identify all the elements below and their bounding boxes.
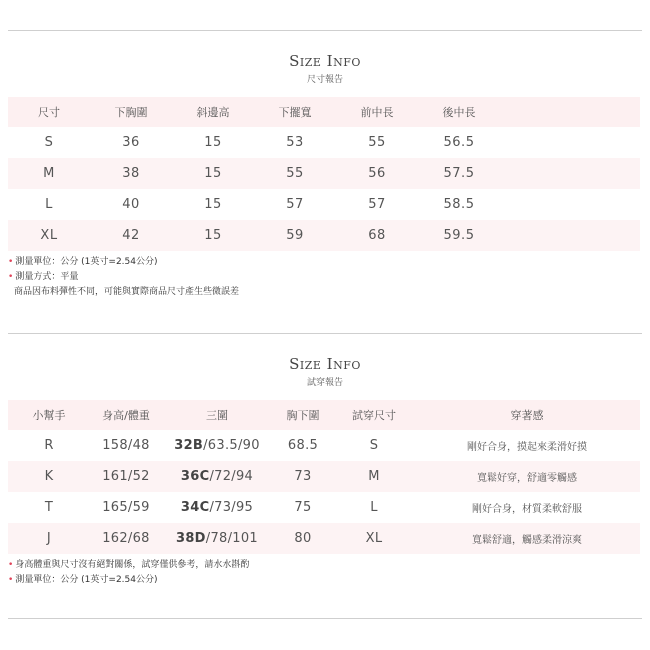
value-cell: 59.5 xyxy=(443,228,475,243)
model-name: T xyxy=(44,500,54,515)
cup-size: 38D xyxy=(175,531,206,546)
size-cell: XL xyxy=(40,228,58,243)
value-cell: 57 xyxy=(286,197,304,212)
underbust: 68.5 xyxy=(287,438,319,453)
value-cell: 53 xyxy=(286,135,304,150)
value-cell: 56.5 xyxy=(443,135,475,150)
wear-feel: 剛好合身，材質柔軟舒服 xyxy=(472,504,582,515)
value-cell: 15 xyxy=(204,228,222,243)
underbust: 73 xyxy=(294,469,312,484)
model-name: R xyxy=(44,438,54,453)
header-cell: 胸下圍 xyxy=(286,409,320,422)
model-name: K xyxy=(44,469,54,484)
cup-size: 36C xyxy=(180,469,210,484)
value-cell: 36 xyxy=(122,135,140,150)
value-cell: 57.5 xyxy=(443,166,475,181)
underbust: 75 xyxy=(294,500,312,515)
value-cell: 38 xyxy=(122,166,140,181)
bullet-icon: • xyxy=(8,272,14,282)
bullet-icon: • xyxy=(8,560,14,570)
try-notes xyxy=(8,558,249,588)
header-cell: 三圍 xyxy=(206,409,228,422)
header-cell: 穿著感 xyxy=(510,409,544,422)
size-cell: L xyxy=(45,197,53,212)
tried-size: M xyxy=(368,469,380,484)
height-weight: 165/59 xyxy=(102,500,150,515)
size-cell: M xyxy=(43,166,55,181)
bottom-divider xyxy=(8,618,642,619)
try-info-subtitle: 試穿報告 xyxy=(306,378,343,388)
try-on-table xyxy=(8,400,640,554)
measurements: 38D/78/101 xyxy=(175,531,258,546)
bullet-icon: • xyxy=(8,257,14,267)
value-cell: 55 xyxy=(286,166,304,181)
table-row xyxy=(8,220,640,251)
size-table xyxy=(8,97,640,251)
header-cell: 後中長 xyxy=(442,106,476,119)
value-cell: 59 xyxy=(286,228,304,243)
height-weight: 162/68 xyxy=(102,531,150,546)
measurements: 34C/73/95 xyxy=(180,500,254,515)
bullet-icon: • xyxy=(8,575,14,585)
header-cell: 小幫手 xyxy=(32,409,66,422)
table-row xyxy=(8,189,640,220)
note-line: • 測量方式：平量 xyxy=(8,272,79,282)
size-info-subtitle: 尺寸報告 xyxy=(306,75,343,85)
wear-feel: 寬鬆好穿，舒適零觸感 xyxy=(477,473,577,484)
note-footnote: 商品因布料彈性不同，可能與實際商品尺寸產生些微誤差 xyxy=(14,287,240,297)
header-cell: 尺寸 xyxy=(38,106,60,119)
middle-divider xyxy=(8,333,642,334)
value-cell: 56 xyxy=(368,166,386,181)
value-cell: 15 xyxy=(204,197,222,212)
table-row xyxy=(8,461,640,492)
cup-size: 32B xyxy=(174,438,204,453)
value-cell: 42 xyxy=(122,228,140,243)
top-divider xyxy=(8,30,642,31)
header-cell: 斜邊高 xyxy=(196,106,230,119)
underbust: 80 xyxy=(294,531,312,546)
table-row xyxy=(8,158,640,189)
size-cell: S xyxy=(44,135,54,150)
value-cell: 68 xyxy=(368,228,386,243)
header-cell: 前中長 xyxy=(360,106,394,119)
size-notes xyxy=(8,255,239,300)
note-line: • 身高體重與尺寸沒有絕對關係，試穿僅供參考，請水水斟酌 xyxy=(8,560,250,570)
header-cell: 試穿尺寸 xyxy=(352,409,396,422)
wear-feel: 剛好合身，摸起來柔滑好摸 xyxy=(467,442,587,453)
height-weight: 158/48 xyxy=(102,438,150,453)
try-info-title: Size Info xyxy=(289,355,361,373)
tried-size: XL xyxy=(365,531,383,546)
wear-feel: 寬鬆舒適，觸感柔滑涼爽 xyxy=(472,535,582,546)
measurements: 32B/63.5/90 xyxy=(174,438,260,453)
tried-size: S xyxy=(369,438,379,453)
value-cell: 55 xyxy=(368,135,386,150)
header-cell: 下胸圍 xyxy=(114,106,148,119)
table-row xyxy=(8,430,640,461)
model-name: J xyxy=(46,531,52,546)
tried-size: L xyxy=(370,500,378,515)
table-row xyxy=(8,127,640,158)
value-cell: 57 xyxy=(368,197,386,212)
value-cell: 40 xyxy=(122,197,140,212)
height-weight: 161/52 xyxy=(102,469,150,484)
header-cell: 下擺寬 xyxy=(278,106,312,119)
value-cell: 15 xyxy=(204,166,222,181)
try-table-header xyxy=(8,400,640,430)
header-cell: 身高/體重 xyxy=(102,409,150,422)
note-line: • 測量單位：公分 (1英寸=2.54公分) xyxy=(8,257,158,267)
size-table-header xyxy=(8,97,640,127)
measurements: 36C/72/94 xyxy=(180,469,254,484)
cup-size: 34C xyxy=(180,500,210,515)
note-line: • 測量單位：公分 (1英寸=2.54公分) xyxy=(8,575,158,585)
table-row xyxy=(8,492,640,523)
value-cell: 15 xyxy=(204,135,222,150)
size-info-title: Size Info xyxy=(289,52,361,70)
value-cell: 58.5 xyxy=(443,197,475,212)
table-row xyxy=(8,523,640,554)
